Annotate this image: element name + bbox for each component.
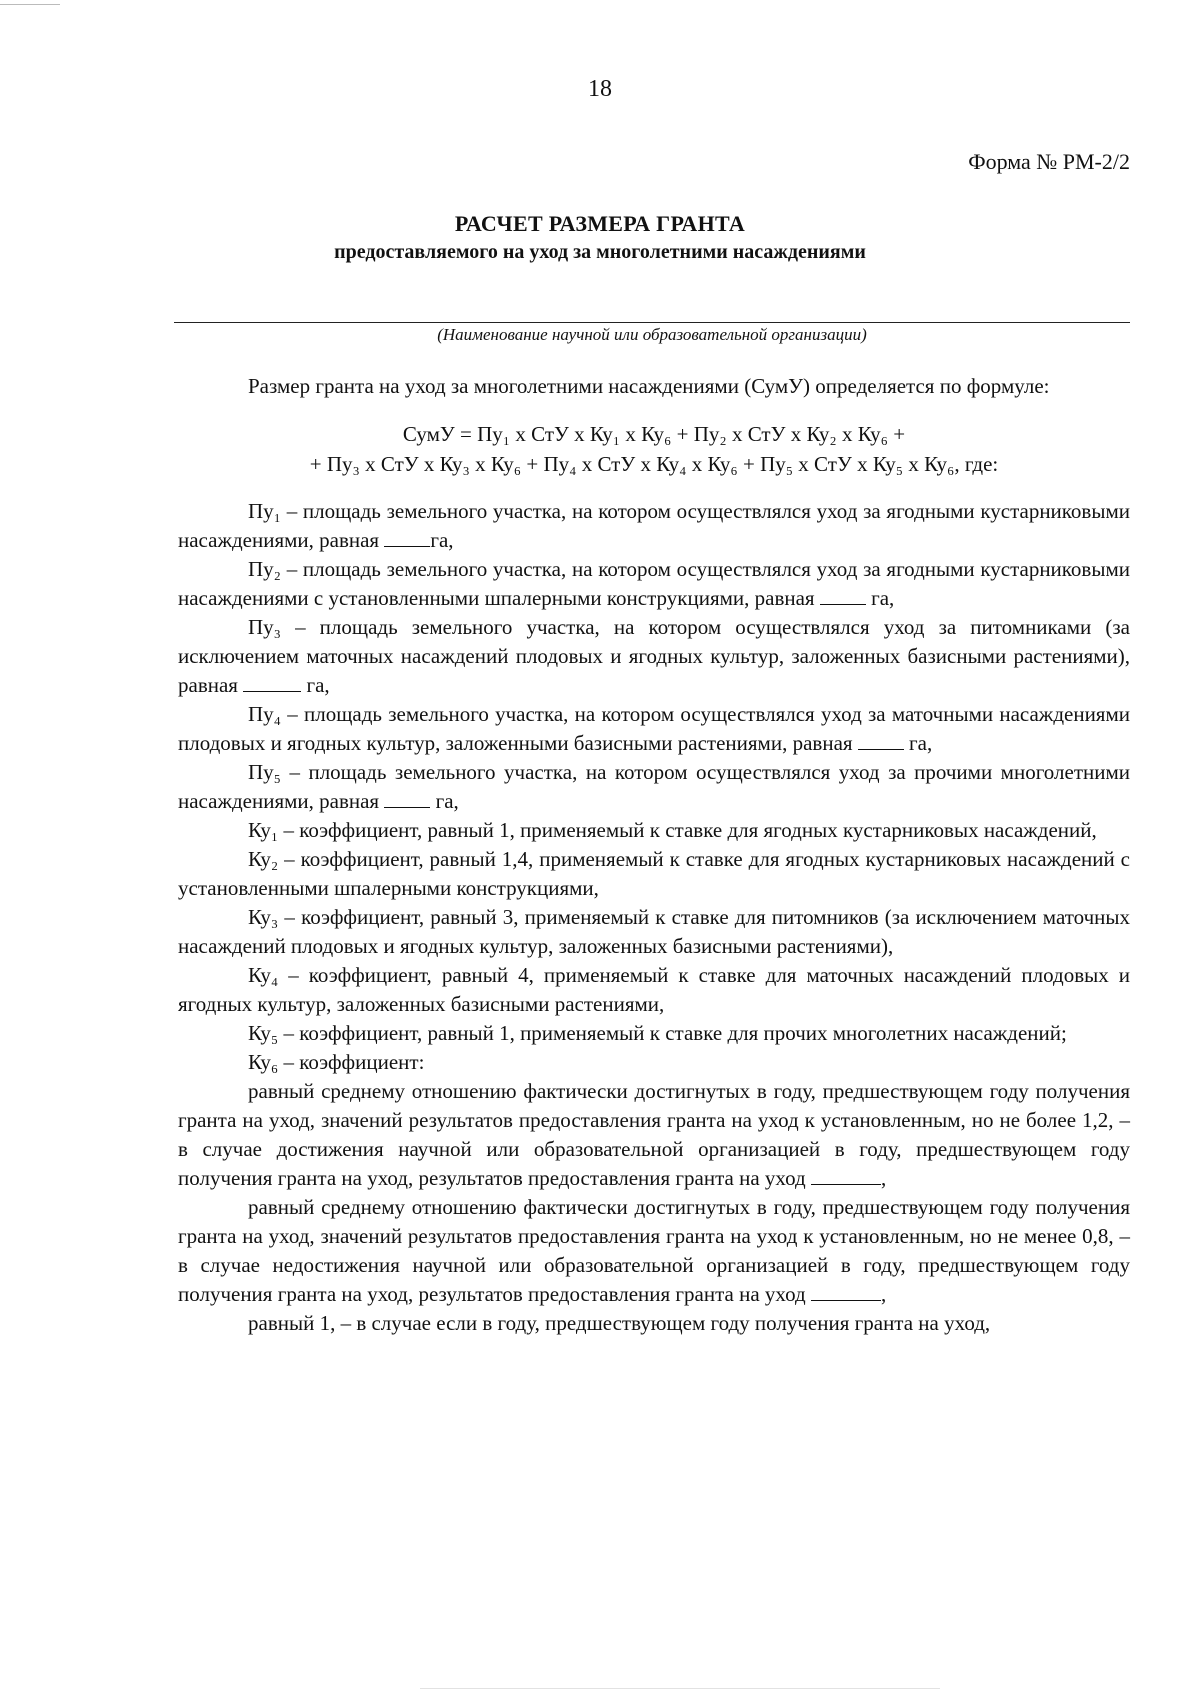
- form-number: Форма № РМ-2/2: [968, 149, 1130, 174]
- definition-pu1-text: Пу₁ – площадь земельного участка, на котором осуществлялся уход за ягодными кустарниковыми насаждениями, равная: [178, 499, 1130, 552]
- pu3-blank: [243, 673, 301, 692]
- scan-artifact: [0, 4, 60, 5]
- pu5-blank: [384, 789, 430, 808]
- definition-ku1: Ку₁ – коэффициент, равный 1, применяемый к ставке для ягодных кустарниковых насаждений,: [248, 818, 1097, 842]
- ku6-case-2-text: равный среднему отношению фактически достигнутых в году, предшествующем году получения гранта на уход, значений результатов предоставления гранта на уход к установленным, но не менее 0,8, – в случае недостижения научной или образовательной организацией в году, предшествующем году получения гранта на уход, результатов предоставления гранта на уход: [178, 1195, 1130, 1306]
- definition-pu1-unit: га,: [430, 528, 454, 552]
- definition-pu5-text: Пу₅ – площадь земельного участка, на котором осуществлялся уход за прочими многолетними насаждениями, равная: [178, 760, 1130, 813]
- definition-ku3: Ку₃ – коэффициент, равный 3, применяемый к ставке для питомников (за исключением маточных насаждений плодовых и ягодных культур, заложенных базисными растениями),: [178, 905, 1130, 958]
- page-number: 18: [588, 76, 612, 102]
- ku6-case-2: [178, 1193, 1130, 1309]
- definition-pu1: [178, 497, 1130, 555]
- intro-paragraph: Размер гранта на уход за многолетними насаждениями (СумУ) определяется по формуле:: [248, 374, 1050, 398]
- definition-ku4: Ку₄ – коэффициент, равный 4, применяемый к ставке для маточных насаждений плодовых и ягодных культур, заложенных базисными растениями,: [178, 963, 1130, 1016]
- definition-pu4-text: Пу₄ – площадь земельного участка, на котором осуществлялся уход за маточными насаждениями плодовых и ягодных культур, заложенными базисными растениями, равная: [178, 702, 1130, 755]
- definition-ku5: Ку₅ – коэффициент, равный 1, применяемый к ставке для прочих многолетних насаждений;: [248, 1021, 1067, 1045]
- pu1-blank: [384, 528, 430, 547]
- ku6-case-2-end: ,: [880, 1282, 887, 1306]
- definition-pu4: [178, 700, 1130, 758]
- ku6-case-2-blank: [811, 1282, 881, 1301]
- definition-pu2-unit: га,: [865, 586, 895, 610]
- scan-artifact: [420, 1688, 940, 1689]
- ku6-case-3: равный 1, – в случае если в году, предшествующем году получения гранта на уход,: [248, 1311, 991, 1335]
- formula-line-2: + Пу₃ х СтУ х Ку₃ х Ку₆ + Пу₄ х СтУ х Ку₄ х Ку₆ + Пу₅ х СтУ х Ку₅ х Ку₆, где:: [309, 452, 999, 476]
- document-title: РАСЧЕТ РАЗМЕРА ГРАНТА: [454, 211, 746, 236]
- document-body: [178, 372, 1130, 1338]
- ku6-case-1: [178, 1077, 1130, 1193]
- definition-pu2-text: Пу₂ – площадь земельного участка, на котором осуществлялся уход за ягодными кустарниковыми насаждениями с установленными шпалерными конструкциями, равная: [178, 557, 1130, 610]
- document-subtitle: предоставляемого на уход за многолетними насаждениями: [334, 241, 866, 263]
- definition-pu5: [178, 758, 1130, 816]
- definition-pu3: [178, 613, 1130, 700]
- organization-name-line: [174, 322, 1130, 323]
- definition-pu4-unit: га,: [903, 731, 933, 755]
- pu4-blank: [858, 731, 904, 750]
- pu2-blank: [820, 586, 866, 605]
- ku6-case-1-blank: [811, 1166, 881, 1185]
- formula-line-1: СумУ = Пу₁ х СтУ х Ку₁ х Ку₆ + Пу₂ х СтУ х Ку₂ х Ку₆ +: [402, 422, 906, 446]
- definition-pu3-unit: га,: [301, 673, 330, 697]
- ku6-case-1-end: ,: [880, 1166, 887, 1190]
- definition-ku2: Ку₂ – коэффициент, равный 1,4, применяемый к ставке для ягодных кустарниковых насаждений с установленными шпалерными конструкциями,: [178, 847, 1130, 900]
- organization-caption: (Наименование научной или образовательной организации): [437, 325, 867, 344]
- definition-pu2: [178, 555, 1130, 613]
- definition-pu5-unit: га,: [430, 789, 459, 813]
- definition-pu3-text: Пу₃ – площадь земельного участка, на котором осуществлялся уход за питомниками (за исключением маточных насаждений плодовых и ягодных культур, заложенных базисными растениями), равная: [178, 615, 1130, 697]
- definition-ku6: Ку₆ – коэффициент:: [248, 1050, 425, 1074]
- ku6-case-1-text: равный среднему отношению фактически достигнутых в году, предшествующем году получения гранта на уход, значений результатов предоставления гранта на уход к установленным, но не более 1,2, – в случае достижения научной или образовательной организацией в году, предшествующем году получения гранта на уход, результатов предоставления гранта на уход: [178, 1079, 1130, 1190]
